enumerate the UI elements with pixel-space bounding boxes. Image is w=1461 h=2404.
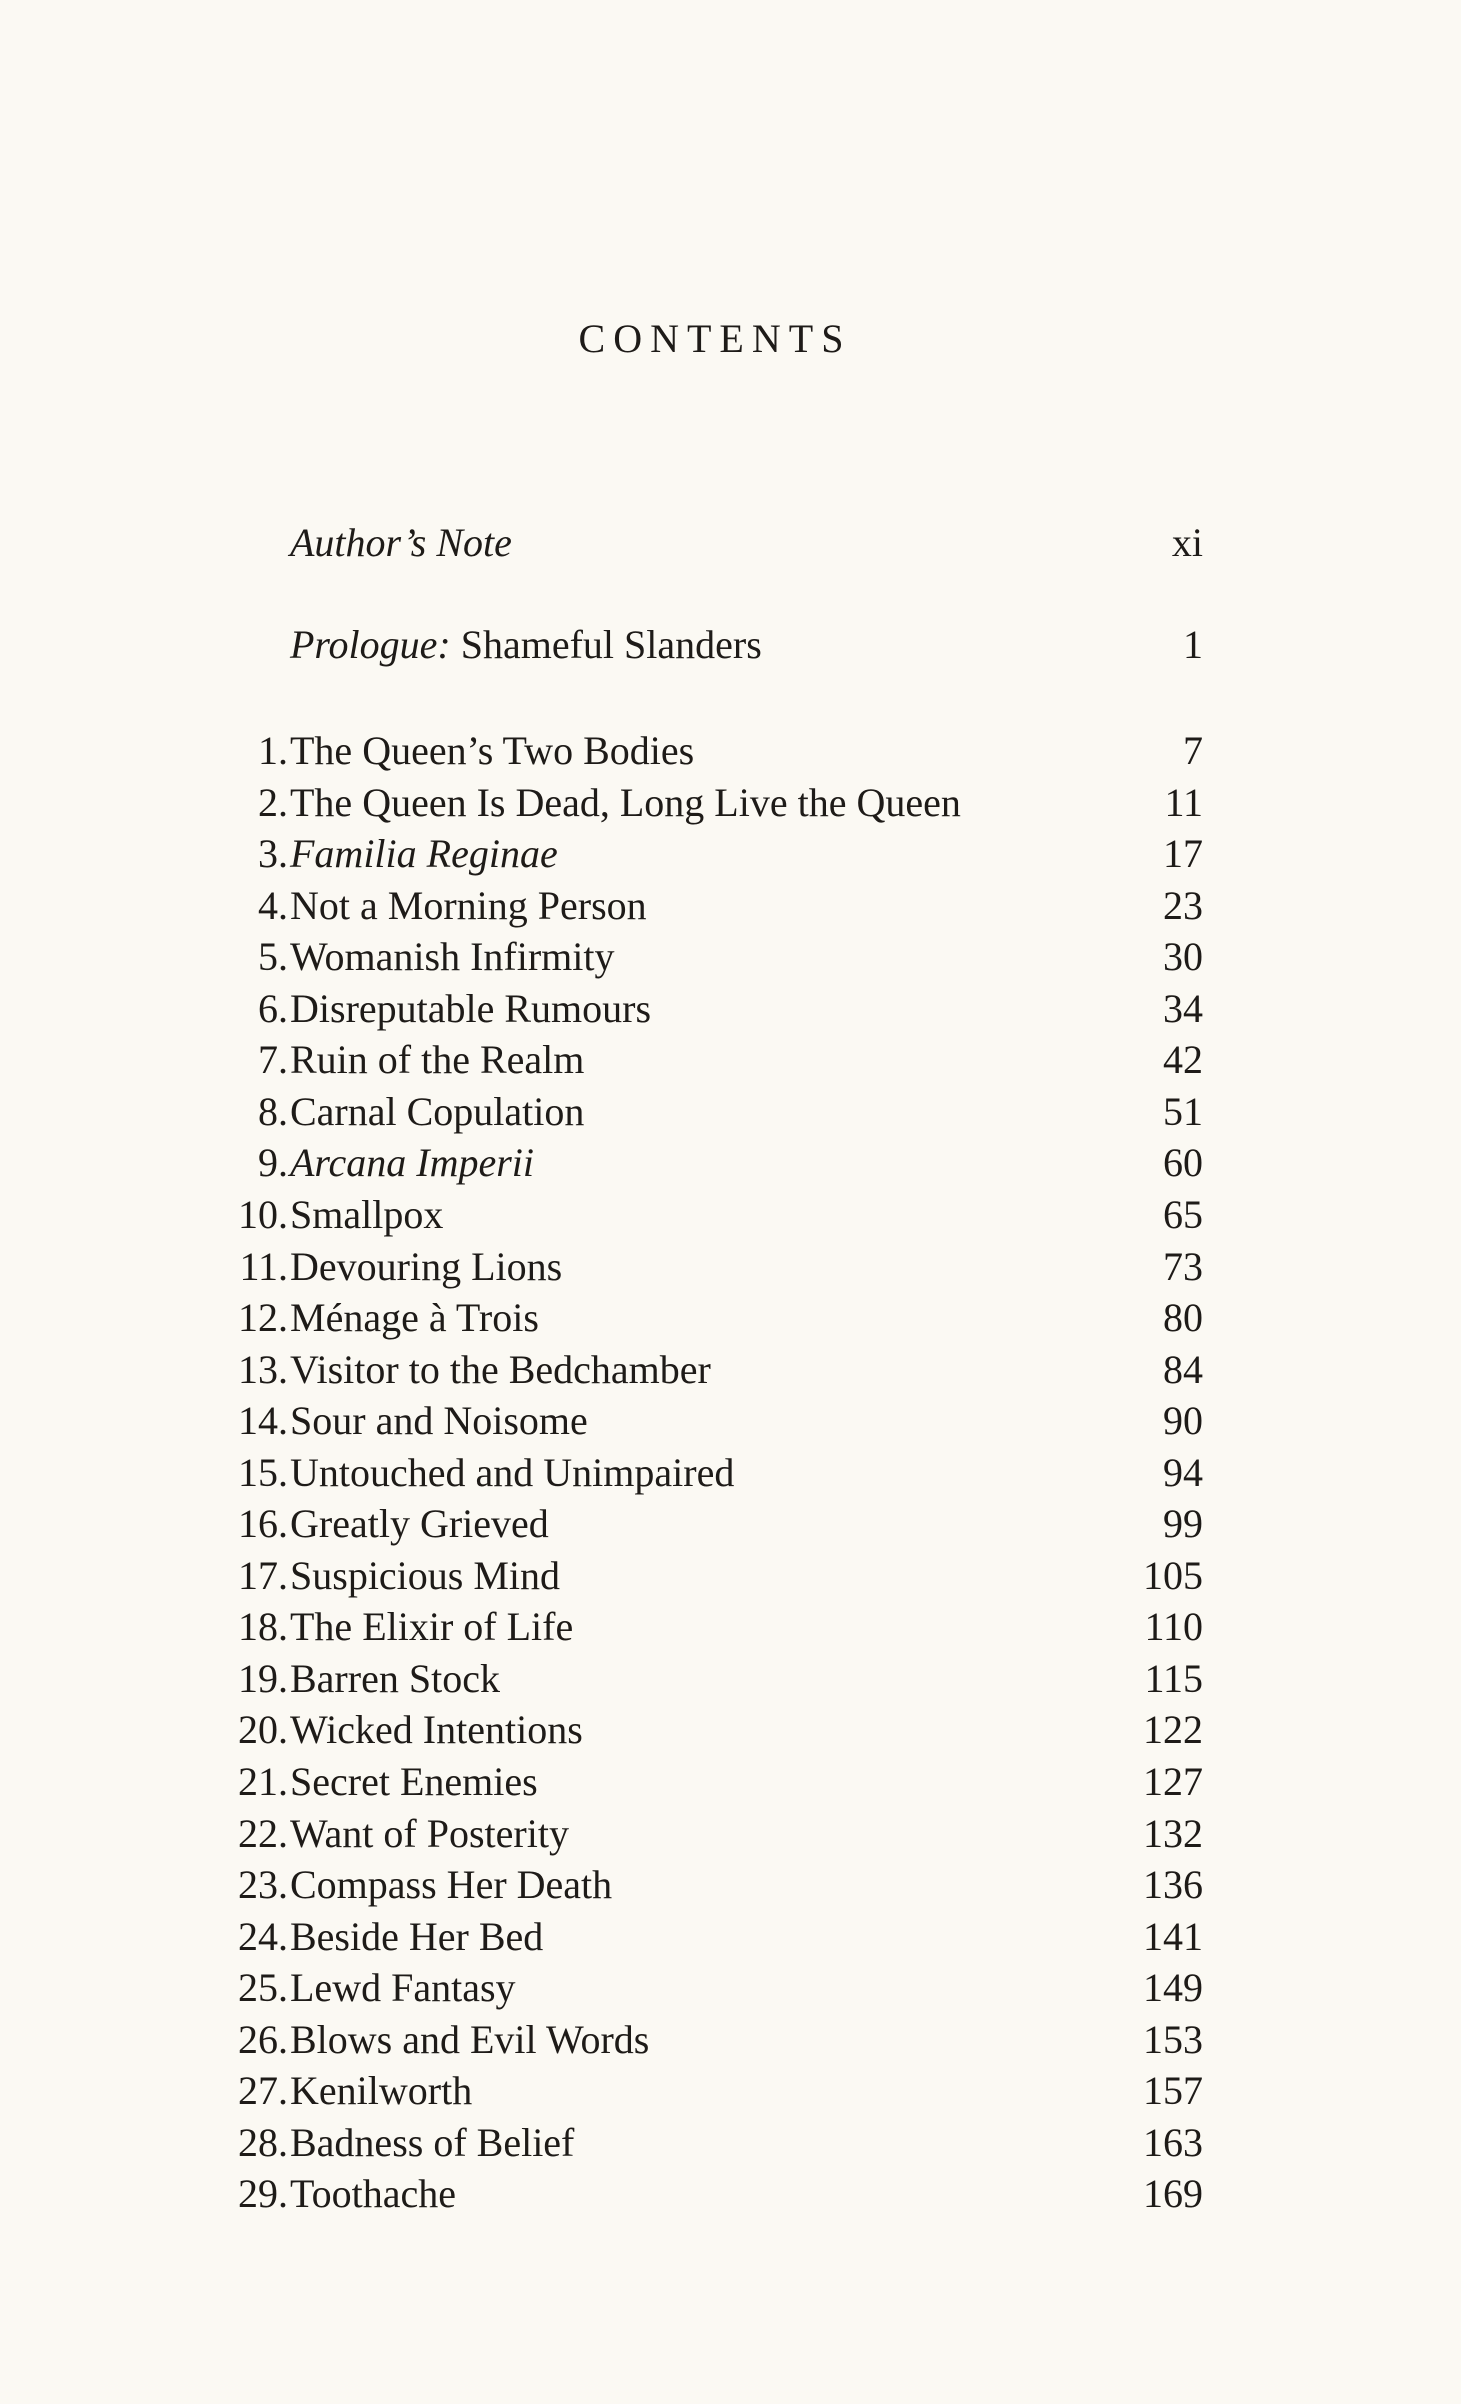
front-matter-page: 1 [1183,622,1203,667]
chapter-page: 153 [1143,2017,1203,2062]
chapter-number: 14. [238,1398,288,1443]
chapter-number: 24. [238,1914,288,1959]
chapter-title: Ruin of the Realm [290,1037,585,1082]
chapter-page: 65 [1163,1192,1203,1237]
chapter-page: 163 [1143,2120,1203,2165]
chapter-page: 84 [1163,1347,1203,1392]
chapter-title: Womanish Infirmity [290,934,615,979]
chapter-number: 20. [238,1707,288,1752]
chapter-page: 149 [1143,1965,1203,2010]
chapter-page: 115 [1144,1656,1203,1701]
chapter-number: 2. [258,780,288,825]
chapter-number: 19. [238,1656,288,1701]
chapter-title: Arcana Imperii [290,1140,535,1185]
chapter-page: 122 [1143,1707,1203,1752]
chapter-title: Lewd Fantasy [290,1965,516,2010]
front-matter-title: Author’s Note [290,520,512,565]
chapter-page: 34 [1163,986,1203,1031]
chapter-title: Wicked Intentions [290,1707,583,1752]
chapter-title: Badness of Belief [290,2120,575,2165]
chapter-title: Blows and Evil Words [290,2017,650,2062]
chapter-number: 22. [238,1811,288,1856]
chapter-number: 4. [258,883,288,928]
chapter-number: 23. [238,1862,288,1907]
chapter-page: 132 [1143,1811,1203,1856]
chapter-title: Visitor to the Bedchamber [290,1347,711,1392]
chapter-number: 3. [258,831,288,876]
chapter-number: 27. [238,2068,288,2113]
chapter-title: Suspicious Mind [290,1553,561,1598]
chapter-title: The Queen’s Two Bodies [290,728,695,773]
chapter-page: 11 [1164,780,1203,825]
prologue-title: Shameful Slanders [460,622,762,667]
chapter-page: 23 [1163,883,1203,928]
chapter-page: 80 [1163,1295,1203,1340]
chapter-page: 99 [1163,1501,1203,1546]
chapter-title: Ménage à Trois [290,1295,539,1340]
chapter-number: 12. [238,1295,288,1340]
chapter-page: 169 [1143,2171,1203,2216]
chapter-page: 60 [1163,1140,1203,1185]
chapter-title: Sour and Noisome [290,1398,588,1443]
chapter-title: Devouring Lions [290,1244,563,1289]
chapter-title: Greatly Grieved [290,1501,549,1546]
chapter-title: Disreputable Rumours [290,986,652,1031]
chapter-page: 30 [1163,934,1203,979]
chapter-number: 18. [238,1604,288,1649]
chapter-page: 105 [1143,1553,1203,1598]
chapter-number: 21. [238,1759,288,1804]
page-title: CONTENTS [578,316,852,361]
prologue-prefix: Prologue: [290,622,451,667]
chapter-page: 90 [1163,1398,1203,1443]
chapter-title: The Elixir of Life [290,1604,574,1649]
chapter-number: 6. [258,986,288,1031]
chapter-number: 26. [238,2017,288,2062]
front-matter-title [290,621,762,669]
chapter-title: Toothache [290,2171,457,2216]
front-matter-page: xi [1171,520,1203,565]
chapter-title: Not a Morning Person [290,883,647,928]
chapter-title: Carnal Copulation [290,1089,585,1134]
chapter-number: 16. [238,1501,288,1546]
chapter-page: 136 [1143,1862,1203,1907]
chapter-number: 11. [239,1244,288,1289]
chapter-page: 17 [1163,831,1203,876]
chapter-title: Secret Enemies [290,1759,538,1804]
chapter-number: 15. [238,1450,288,1495]
chapter-page: 42 [1163,1037,1203,1082]
chapter-title: Beside Her Bed [290,1914,544,1959]
chapter-number: 7. [258,1037,288,1082]
chapter-page: 73 [1163,1244,1203,1289]
chapter-number: 29. [238,2171,288,2216]
chapter-page: 157 [1143,2068,1203,2113]
chapter-title: Barren Stock [290,1656,500,1701]
chapter-number: 28. [238,2120,288,2165]
chapter-page: 110 [1144,1604,1203,1649]
chapter-page: 7 [1183,728,1203,773]
chapter-number: 5. [258,934,288,979]
chapter-title: Untouched and Unimpaired [290,1450,735,1495]
chapter-title: Familia Reginae [290,831,558,876]
chapter-title: Smallpox [290,1192,444,1237]
chapter-page: 127 [1143,1759,1203,1804]
chapter-page: 51 [1163,1089,1203,1134]
chapter-number: 8. [258,1089,288,1134]
chapter-page: 141 [1143,1914,1203,1959]
chapter-page: 94 [1163,1450,1203,1495]
chapter-number: 13. [238,1347,288,1392]
chapter-title: Want of Posterity [290,1811,569,1856]
chapter-title: The Queen Is Dead, Long Live the Queen [290,780,961,825]
chapter-number: 9. [258,1140,288,1185]
chapter-title: Kenilworth [290,2068,473,2113]
chapter-number: 10. [238,1192,288,1237]
chapter-number: 1. [258,728,288,773]
chapter-title: Compass Her Death [290,1862,613,1907]
chapter-number: 25. [238,1965,288,2010]
chapter-number: 17. [238,1553,288,1598]
